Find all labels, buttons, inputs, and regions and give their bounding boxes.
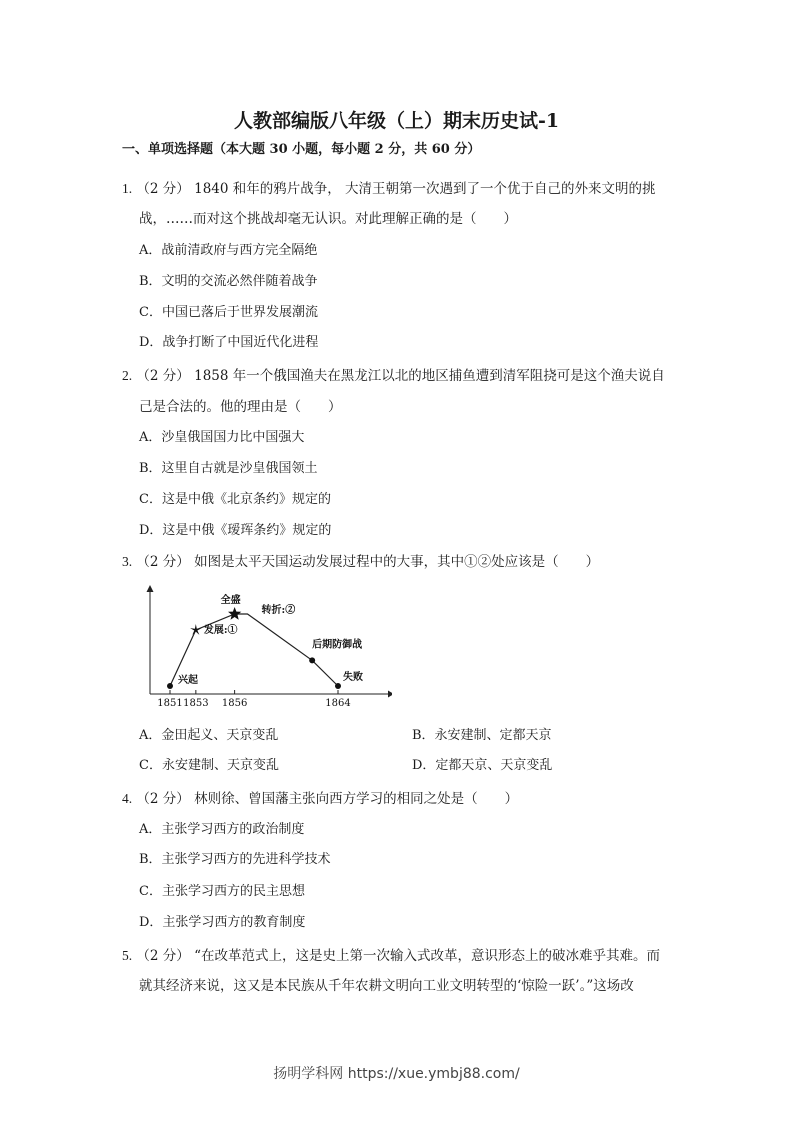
question-4-score: （2 分） <box>136 791 190 807</box>
question-2-line-1 <box>122 364 665 384</box>
section-heading: 一、单项选择题（本大题 30 小题，每小题 2 分，共 60 分） <box>122 142 481 157</box>
question-3-option-d: D．定都天京、天京变乱 <box>412 758 553 773</box>
question-5-number: 5. <box>122 948 133 963</box>
question-5-text: “在改革范式上，这是史上第一次输入式改革，意识形态上的破冰难乎其难。而 <box>194 948 661 964</box>
chart-x-axis-arrow <box>388 691 392 698</box>
question-4-option-d: D．主张学习西方的教育制度 <box>139 915 306 930</box>
question-3-option-a: A．金田起义、天京变乱 <box>139 728 279 743</box>
question-3-option-c: C．永安建制、天京变乱 <box>139 758 279 773</box>
page-title: 人教部编版八年级（上）期末历史试-1 <box>233 110 560 132</box>
question-4-option-b: B．主张学习西方的先进科学技术 <box>139 852 331 867</box>
question-4-text: 林则徐、曾国藩主张向西方学习的相同之处是（ ） <box>194 791 519 807</box>
footer-watermark: 扬明学科网 https://xue.ymbj88.com/ <box>273 1066 520 1082</box>
question-1-score: （2 分） <box>136 181 190 197</box>
question-2-text: 1858 年一个俄国渔夫在黑龙江以北的地区捕鱼遭到清军阻挠可是这个渔夫说自 <box>194 368 665 384</box>
question-4-option-a: A．主张学习西方的政治制度 <box>139 822 305 837</box>
chart-point-label-0: 兴起 <box>178 675 198 686</box>
question-1-option-b: B．文明的交流必然伴随着战争 <box>139 274 318 289</box>
question-2-number: 2. <box>122 368 133 383</box>
question-1-option-d: D．战争打断了中国近代化进程 <box>139 335 319 350</box>
chart-star-2 <box>228 607 241 620</box>
chart-point-5 <box>335 683 341 689</box>
chart-point-label-4: 后期防御战 <box>312 639 363 651</box>
chart-x-tick-label-1: 1853 <box>183 698 209 709</box>
question-1-option-c: C．中国已落后于世界发展潮流 <box>139 305 318 320</box>
question-1-line-1 <box>122 177 656 197</box>
chart-point-0 <box>167 683 173 689</box>
question-2-option-c: C．这是中俄《北京条约》规定的 <box>139 492 331 507</box>
chart-x-tick-label-2: 1856 <box>221 698 248 709</box>
chart-point-label-3: 转折:② <box>261 605 296 616</box>
question-5-score: （2 分） <box>136 948 190 964</box>
question-1-text: 1840 和年的鸦片战争， 大清王朝第一次遇到了一个优于自己的外来文明的挑 <box>194 181 656 197</box>
question-1-option-a: A．战前清政府与西方完全隔绝 <box>139 243 318 258</box>
question-5-line-1 <box>122 944 660 964</box>
question-2-option-a: A．沙皇俄国国力比中国强大 <box>139 430 305 445</box>
taiping-movement-chart <box>142 584 392 710</box>
question-2-score: （2 分） <box>136 368 190 384</box>
question-2-option-d: D．这是中俄《瑷珲条约》规定的 <box>139 523 332 538</box>
question-4-line-1 <box>122 787 518 807</box>
question-2-line-2: 己是合法的。他的理由是（ ） <box>139 399 342 415</box>
question-1-number: 1. <box>122 181 133 196</box>
question-4-option-c: C．主张学习西方的民主思想 <box>139 884 305 899</box>
question-3-line-1 <box>122 550 599 570</box>
question-1-line-2: 战，……而对这个挑战却毫无认识。对此理解正确的是（ ） <box>139 211 517 227</box>
chart-point-label-2: 全盛 <box>220 595 241 606</box>
chart-star-1 <box>190 624 202 635</box>
chart-point-label-1: 发展:① <box>203 625 238 636</box>
chart-x-tick-label-3: 1864 <box>325 698 351 709</box>
question-5-line-2: 就其经济来说，这又是本民族从千年农耕文明向工业文明转型的‘惊险一跃’。”这场改 <box>139 978 634 994</box>
question-3-text: 如图是太平天国运动发展过程中的大事，其中①②处应该是（ ） <box>194 554 600 570</box>
chart-y-axis-arrow <box>147 585 154 592</box>
question-2-option-b: B．这里自古就是沙皇俄国领土 <box>139 461 318 476</box>
chart-point-label-5: 失败 <box>343 672 363 683</box>
question-4-number: 4. <box>122 791 133 806</box>
question-3-number: 3. <box>122 554 133 569</box>
chart-x-tick-label-0: 1851 <box>157 698 183 709</box>
question-3-score: （2 分） <box>136 554 190 570</box>
question-3-option-b: B．永安建制、定都天京 <box>412 728 552 743</box>
chart-point-4 <box>309 657 315 663</box>
